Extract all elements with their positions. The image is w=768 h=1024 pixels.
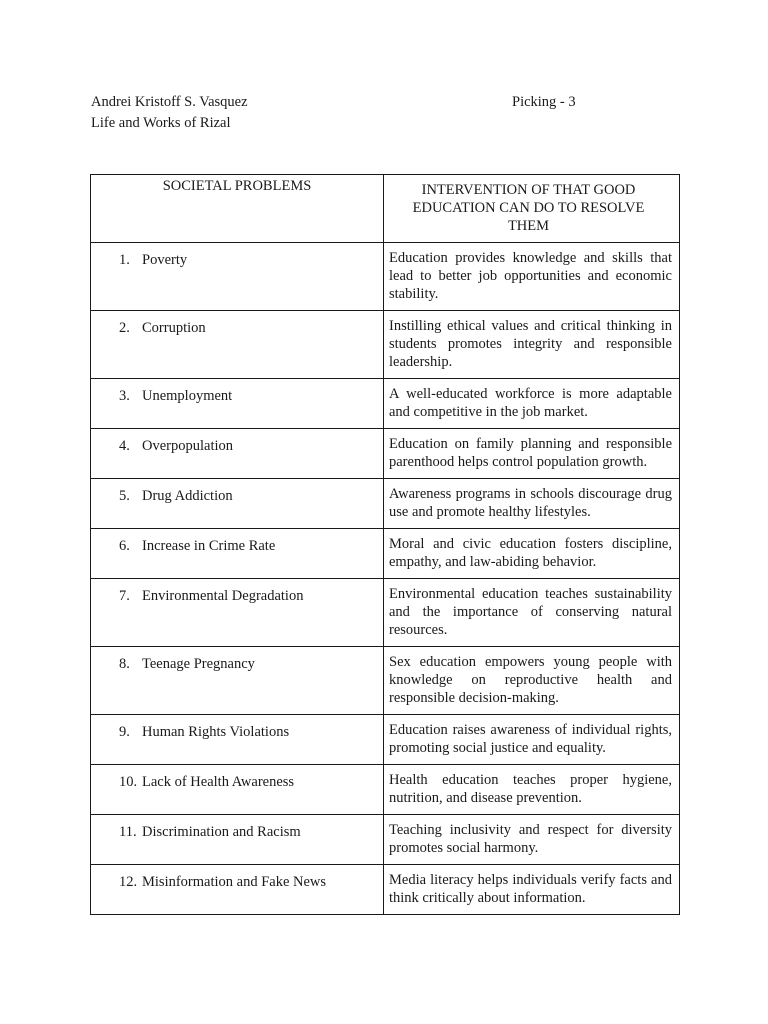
table-row [91, 715, 680, 765]
problem-label: Teenage Pregnancy [142, 656, 255, 672]
problem-label: Increase in Crime Rate [142, 538, 276, 554]
intervention-cell: Moral and civic education fosters discipline, empathy, and law-abiding behavior. [384, 529, 680, 579]
problems-table [90, 174, 680, 915]
intervention-cell: Education raises awareness of individual rights, promoting social justice and equality. [384, 715, 680, 765]
problem-cell [91, 243, 384, 311]
intervention-cell: A well-educated workforce is more adaptable and competitive in the job market. [384, 379, 680, 429]
intervention-cell: Awareness programs in schools discourage drug use and promote healthy lifestyles. [384, 479, 680, 529]
problem-cell [91, 715, 384, 765]
table-row [91, 865, 680, 915]
problem-label: Overpopulation [142, 438, 234, 454]
picking-label: Picking - 3 [512, 94, 576, 110]
problem-label: Lack of Health Awareness [142, 774, 295, 790]
problem-cell [91, 865, 384, 915]
intervention-cell: Education on family planning and responsible parenthood helps control population growth. [384, 429, 680, 479]
intervention-cell: Health education teaches proper hygiene, nutrition, and disease prevention. [384, 765, 680, 815]
row-number: 2. [119, 320, 130, 336]
table-row [91, 765, 680, 815]
problem-label: Human Rights Violations [142, 724, 290, 740]
course-title: Life and Works of Rizal [91, 115, 231, 131]
problem-cell [91, 815, 384, 865]
problem-label: Environmental Degradation [142, 588, 304, 604]
intervention-cell: Education provides knowledge and skills that lead to better job opportunities and economic stability. [384, 243, 680, 311]
table-row [91, 529, 680, 579]
intervention-cell: Sex education empowers young people with knowledge on reproductive health and responsible decision-making. [384, 647, 680, 715]
table-row [91, 429, 680, 479]
row-number: 1. [119, 252, 130, 268]
table-row [91, 647, 680, 715]
row-number: 9. [119, 724, 130, 740]
row-number: 7. [119, 588, 130, 604]
table-row [91, 479, 680, 529]
intervention-cell: Teaching inclusivity and respect for diversity promotes social harmony. [384, 815, 680, 865]
row-number: 10. [119, 774, 138, 790]
problem-label: Discrimination and Racism [142, 824, 301, 840]
intervention-cell: Instilling ethical values and critical thinking in students promotes integrity and responsible leadership. [384, 311, 680, 379]
table-row [91, 815, 680, 865]
table-row [91, 311, 680, 379]
problem-cell [91, 429, 384, 479]
row-number: 3. [119, 388, 130, 404]
table-header-row [91, 175, 680, 243]
problem-cell [91, 765, 384, 815]
problem-label: Unemployment [142, 388, 233, 404]
problem-cell [91, 647, 384, 715]
intervention-cell: Media literacy helps individuals verify facts and think critically about information. [384, 865, 680, 915]
problem-cell [91, 579, 384, 647]
row-number: 6. [119, 538, 130, 554]
row-number: 4. [119, 438, 130, 454]
row-number: 5. [119, 488, 130, 504]
problem-label: Corruption [142, 320, 206, 336]
problem-label: Misinformation and Fake News [142, 874, 327, 890]
intervention-cell: Environmental education teaches sustainability and the importance of conserving natural resources. [384, 579, 680, 647]
problem-cell [91, 379, 384, 429]
row-number: 8. [119, 656, 130, 672]
author-name: Andrei Kristoff S. Vasquez [91, 94, 248, 110]
row-number: 11. [119, 824, 137, 840]
table-row [91, 379, 680, 429]
row-number: 12. [119, 874, 138, 890]
problem-label: Poverty [142, 252, 188, 268]
problem-cell [91, 529, 384, 579]
problem-cell [91, 479, 384, 529]
problem-cell [91, 311, 384, 379]
problem-label: Drug Addiction [142, 488, 233, 504]
column-header-problems: SOCIETAL PROBLEMS [91, 175, 384, 243]
column-header-intervention: INTERVENTION OF THAT GOOD EDUCATION CAN DO TO RESOLVE THEM [384, 175, 680, 243]
table-row [91, 579, 680, 647]
table-row [91, 243, 680, 311]
